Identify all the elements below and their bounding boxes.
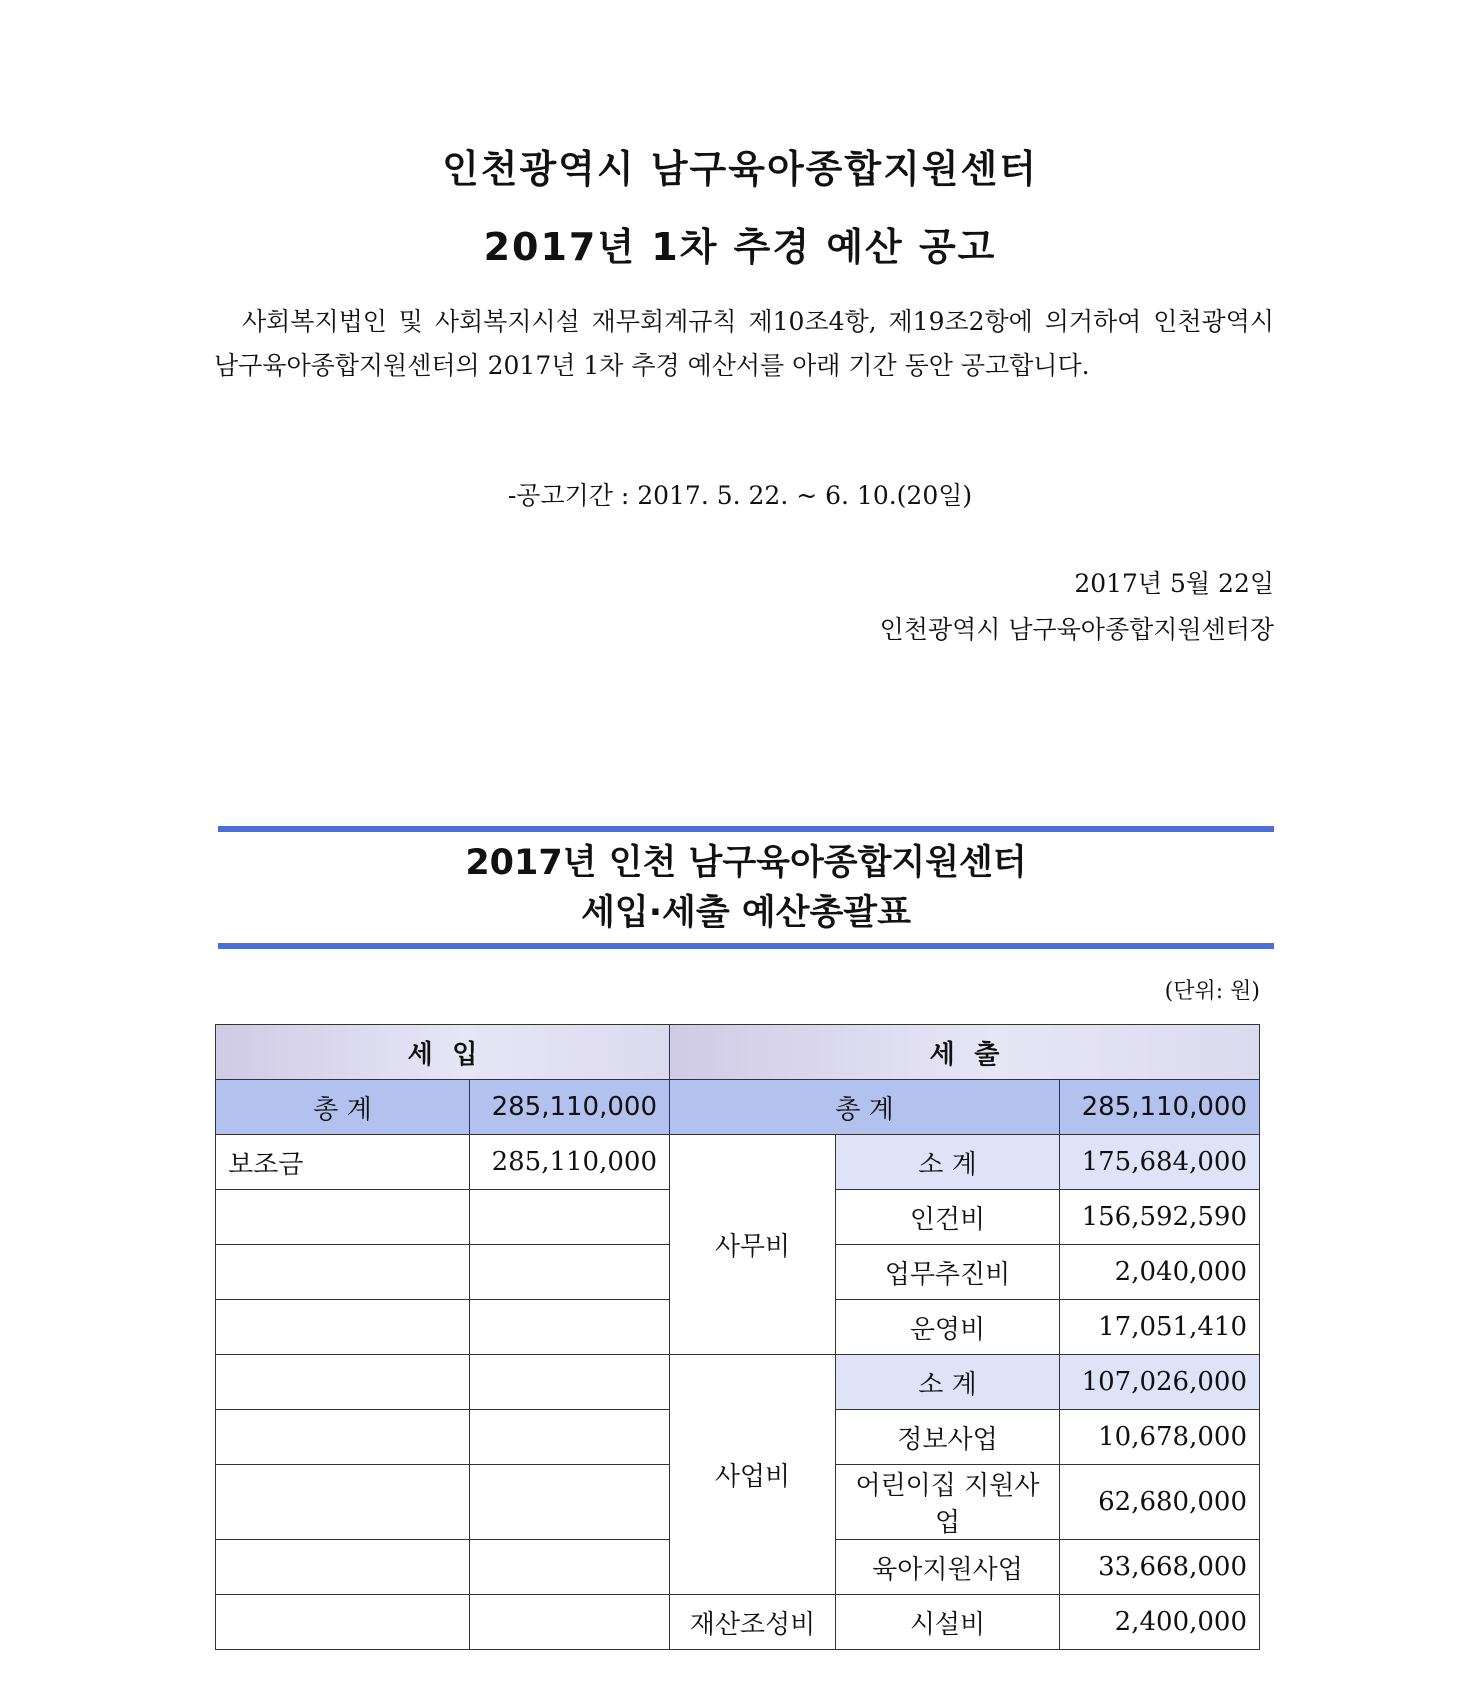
empty-cell <box>216 1300 470 1355</box>
empty-cell <box>470 1595 670 1650</box>
expense-item-name: 육아지원사업 <box>836 1540 1060 1595</box>
revenue-item-name: 보조금 <box>216 1135 470 1190</box>
notice-period: -공고기간 : 2017. 5. 22. ~ 6. 10.(20일) <box>507 481 973 510</box>
expense-header: 세 출 <box>670 1025 1260 1080</box>
title-rule-top <box>218 826 1274 832</box>
summary-title <box>218 838 1274 938</box>
expense-item-amount: 2,400,000 <box>1060 1595 1260 1650</box>
expense-item-name: 업무추진비 <box>836 1245 1060 1300</box>
expense-group-name: 사무비 <box>670 1135 836 1355</box>
empty-cell <box>470 1410 670 1465</box>
notice-body: 사회복지법인 및 사회복지시설 재무회계규칙 제10조4항, 제19조2항에 의거하여 인천광역시 남구육아종합지원센터의 2017년 1차 추경 예산서를 아래 기간 동안 공고합니다. <box>214 307 1274 380</box>
empty-cell <box>216 1410 470 1465</box>
header-row <box>216 1025 1260 1080</box>
empty-cell <box>470 1355 670 1410</box>
title-rule-bottom <box>218 943 1274 949</box>
expense-item-amount: 33,668,000 <box>1060 1540 1260 1595</box>
empty-cell <box>216 1190 470 1245</box>
expense-item-name: 인건비 <box>836 1190 1060 1245</box>
empty-cell <box>216 1245 470 1300</box>
empty-cell <box>216 1595 470 1650</box>
unit-note: (단위: 원) <box>1164 979 1260 1004</box>
empty-cell <box>216 1540 470 1595</box>
expense-group-name: 재산조성비 <box>670 1595 836 1650</box>
expense-item-name: 어린이집 지원사업 <box>836 1465 1060 1540</box>
subtotal-label: 소 계 <box>836 1135 1060 1190</box>
empty-cell <box>216 1465 470 1540</box>
notice-title <box>0 130 1480 286</box>
empty-cell <box>216 1355 470 1410</box>
empty-cell <box>470 1245 670 1300</box>
total-row <box>216 1080 1260 1135</box>
expense-item-name: 운영비 <box>836 1300 1060 1355</box>
budget-summary-table <box>215 1024 1260 1650</box>
empty-cell <box>470 1300 670 1355</box>
expense-item-amount: 156,592,590 <box>1060 1190 1260 1245</box>
summary-title-line1: 2017년 인천 남구육아종합지원센터 <box>465 843 1027 883</box>
expense-item-amount: 10,678,000 <box>1060 1410 1260 1465</box>
empty-cell <box>470 1190 670 1245</box>
expense-total: 285,110,000 <box>1060 1080 1260 1135</box>
revenue-total: 285,110,000 <box>470 1080 670 1135</box>
notice-title-line2: 2017년 1차 추경 예산 공고 <box>483 225 997 269</box>
subtotal-label: 소 계 <box>836 1355 1060 1410</box>
expense-item-name: 시설비 <box>836 1595 1060 1650</box>
revenue-total-label: 총 계 <box>216 1080 470 1135</box>
notice-signer: 인천광역시 남구육아종합지원센터장 <box>879 615 1274 644</box>
table-row <box>216 1355 1260 1410</box>
expense-group-name: 사업비 <box>670 1355 836 1595</box>
expense-item-amount: 17,051,410 <box>1060 1300 1260 1355</box>
revenue-item-amount: 285,110,000 <box>470 1135 670 1190</box>
expense-item-name: 정보사업 <box>836 1410 1060 1465</box>
subtotal-amount: 107,026,000 <box>1060 1355 1260 1410</box>
empty-cell <box>470 1540 670 1595</box>
table-row <box>216 1135 1260 1190</box>
notice-title-line1: 인천광역시 남구육아종합지원센터 <box>442 147 1038 191</box>
expense-item-amount: 62,680,000 <box>1060 1465 1260 1540</box>
subtotal-amount: 175,684,000 <box>1060 1135 1260 1190</box>
expense-item-amount: 2,040,000 <box>1060 1245 1260 1300</box>
revenue-header: 세 입 <box>216 1025 670 1080</box>
notice-date: 2017년 5월 22일 <box>1074 569 1274 598</box>
summary-title-line2: 세입·세출 예산총괄표 <box>581 893 911 933</box>
expense-total-label: 총 계 <box>670 1080 1060 1135</box>
table-row <box>216 1595 1260 1650</box>
empty-cell <box>470 1465 670 1540</box>
